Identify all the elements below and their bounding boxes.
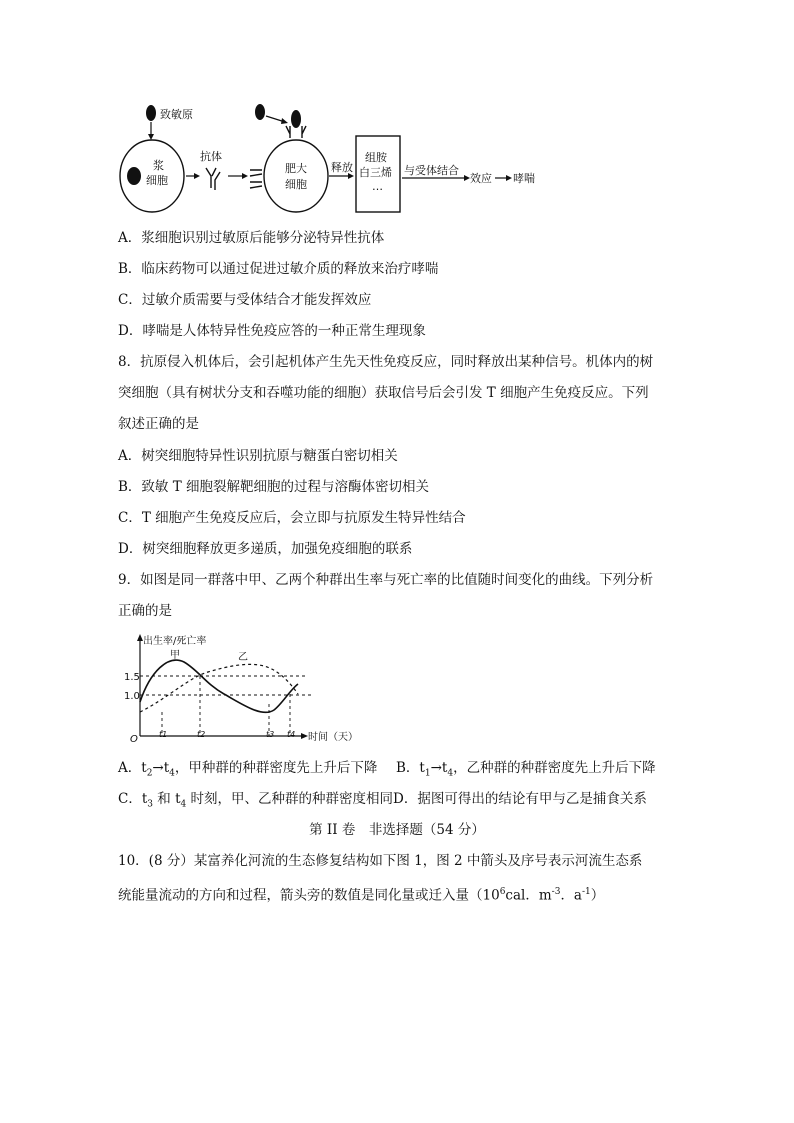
q7-option-b: B．临床药物可以通过促进过敏介质的释放来治疗哮喘 — [118, 261, 439, 277]
q9-stem-line-2: 正确的是 — [118, 603, 172, 619]
y-axis-label: 出生率/死亡率 — [143, 636, 207, 647]
effect-label: 效应 — [470, 172, 492, 185]
q9-option-b-sub2: 4 — [447, 768, 454, 779]
allergen-label: 致敏原 — [160, 108, 193, 121]
q8-stem-line-1: 8．抗原侵入机体后，会引起机体产生先天性免疫反应，同时释放出某种信号。机体内的树 — [118, 354, 654, 370]
q8-stem-line-3: 叙述正确的是 — [118, 416, 199, 432]
box-label-1: 组胺 — [365, 151, 387, 164]
q10-sup-3: -1 — [582, 887, 591, 897]
q10-line-2-mid: cal．m — [505, 887, 552, 904]
origin-label: O — [130, 734, 138, 745]
mast-cell-label-1: 肥大 — [285, 162, 307, 175]
q9-option-c-post: 时刻，甲、乙种群的种群密度相同 — [186, 791, 394, 807]
plasma-cell-label-2: 细胞 — [146, 174, 168, 187]
y-tick-1-5: 1.5 — [124, 672, 140, 683]
mast-cell-label-2: 细胞 — [285, 178, 307, 191]
x-tick-t2: t2 — [197, 730, 206, 739]
q9-option-b-arrow: →t — [430, 760, 448, 776]
q9-option-d: D．据图可得出的结论有甲与乙是捕食关系 — [393, 791, 647, 807]
release-label: 释放 — [331, 161, 353, 174]
mast-cell — [264, 140, 328, 212]
series-yi-line — [140, 664, 298, 712]
q10-line-2 — [118, 882, 604, 906]
allergen-icon-2 — [255, 104, 265, 120]
q9-option-b-sub1: 1 — [424, 768, 431, 779]
q9-option-a-pre: A．t — [118, 760, 147, 776]
plasma-cell-label-1: 浆 — [153, 159, 164, 172]
q7-option-c: C．过敏介质需要与受体结合才能发挥效应 — [118, 292, 372, 308]
q9-option-c-pre: C．t — [118, 791, 148, 807]
q8-stem-line-2: 突细胞（具有树状分支和吞噬功能的细胞）获取信号后会引发 T 细胞产生免疫反应。下列 — [118, 385, 649, 401]
series-jia-label: 甲 — [170, 650, 180, 661]
plasma-cell-nucleus — [127, 167, 141, 185]
q9-options-line-1 — [118, 758, 656, 784]
antibody-icon — [206, 168, 220, 190]
q9-option-a-post: ，甲种群的种群密度先上升后下降 — [174, 760, 378, 776]
x-tick-t4: t4 — [287, 730, 296, 739]
q10-line-1: 10．(8 分）某富养化河流的生态修复结构如下图 1，图 2 中箭头及序号表示河流生态系 — [118, 853, 643, 869]
section-2-heading: 第 II 卷 非选择题（54 分） — [309, 822, 485, 838]
q8-option-a: A．树突细胞特异性识别抗原与糖蛋白密切相关 — [118, 448, 398, 464]
q8-option-c: C．T 细胞产生免疫反应后，会立即与抗原发生特异性结合 — [118, 510, 466, 526]
q10-sup-1: 6 — [499, 887, 506, 897]
q8-option-d: D．树突细胞释放更多递质，加强免疫细胞的联系 — [118, 541, 413, 557]
q7-option-a: A．浆细胞识别过敏原后能够分泌特异性抗体 — [118, 230, 385, 246]
series-yi-label: 乙 — [238, 652, 248, 663]
x-tick-t3: t3 — [266, 730, 275, 739]
asthma-label: 哮喘 — [513, 172, 535, 185]
q9-option-c-sub1: 3 — [147, 799, 153, 810]
q10-sup-2: -3 — [551, 887, 561, 897]
bound-allergen-icon — [291, 110, 301, 128]
box-label-2: 白三烯 — [359, 166, 392, 179]
q7-option-d: D．哮喘是人体特异性免疫应答的一种正常生理现象 — [118, 323, 426, 339]
q9-option-b-pre: B．t — [396, 760, 425, 776]
q9-option-a-sub1: 2 — [146, 768, 153, 779]
q9-stem-line-1: 9．如图是同一群落中甲、乙两个种群出生率与死亡率的比值随时间变化的曲线。下列分析 — [118, 572, 654, 588]
x-tick-t1: t1 — [159, 730, 168, 739]
q9-option-c-mid: 和 t — [153, 791, 181, 807]
q9-option-a-arrow: →t — [152, 760, 170, 776]
series-jia-line — [140, 660, 298, 712]
allergy-diagram — [110, 96, 550, 216]
allergen-icon — [146, 105, 156, 121]
q10-line-2-pre: 统能量流动的方向和过程，箭头旁的数值是同化量或迁入量（10 — [118, 887, 500, 904]
q10-line-2-mid2: ．a — [560, 887, 582, 904]
q9-option-a-sub2: 4 — [169, 768, 175, 779]
y-tick-1-0: 1.0 — [124, 691, 140, 702]
q9-option-c-sub2: 4 — [180, 799, 187, 810]
q9-options-line-2 — [118, 789, 647, 815]
x-axis-label: 时间（天） — [308, 732, 358, 743]
birth-death-ratio-chart — [124, 632, 364, 748]
antibody-label: 抗体 — [200, 150, 222, 163]
bind-receptor-label: 与受体结合 — [404, 164, 459, 177]
q9-option-b-post: ，乙种群的种群密度先上升后下降 — [453, 760, 656, 776]
box-label-3: … — [372, 180, 383, 193]
q8-option-b: B．致敏 T 细胞裂解靶细胞的过程与溶酶体密切相关 — [118, 479, 430, 495]
q10-line-2-post: ） — [590, 887, 605, 904]
